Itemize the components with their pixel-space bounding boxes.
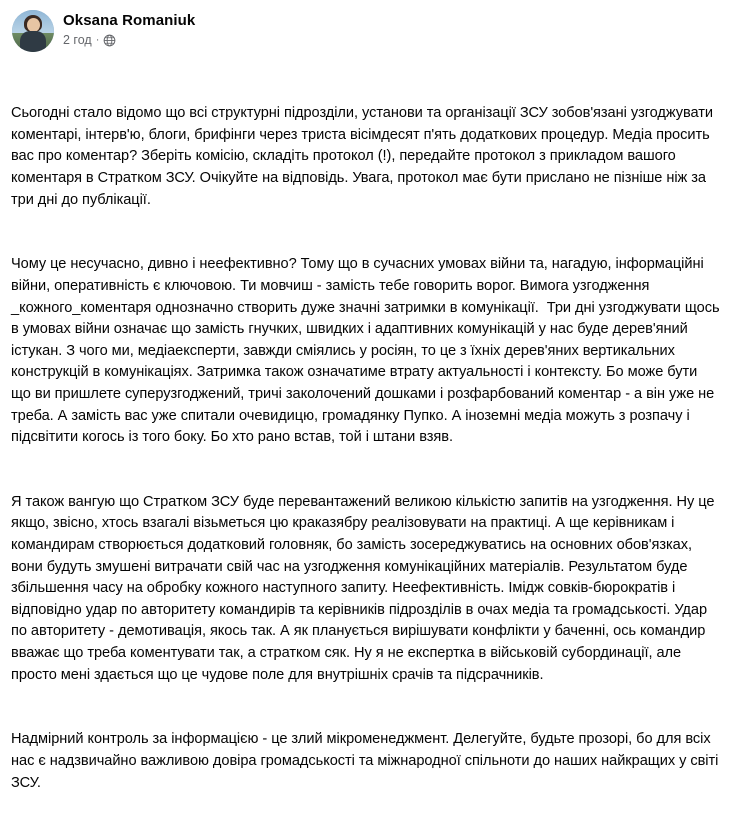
- post-timestamp[interactable]: 2 год: [63, 33, 92, 47]
- post-paragraph: Надмірний контроль за інформацією - це злий мікроменеджмент. Делегуйте, будьте прозорі, бо для всіх нас є надзвичайно важливою довіра громадськості та міжнародної спільноти до наших найкращих у світі ЗСУ.: [11, 731, 723, 791]
- author-block: [63, 10, 195, 48]
- post-paragraph: Сьогодні стало відомо що всі структурні підрозділи, установи та організації ЗСУ зобов'язані узгоджувати коментарі, інтерв'ю, блоги, брифінги через триста вісімдесят п'ять додаткових процедур. Медіа просить вас про коментар? Зберіть комісію, складіть протокол (!), передайте протокол з прикладом вашого коментаря в Стратком ЗСУ. Очікуйте на відповідь. Увага, протокол має бути прислано не пізніше ніж за три дні до публікації.: [11, 105, 718, 208]
- globe-icon[interactable]: [103, 34, 116, 47]
- author-name[interactable]: Oksana Romaniuk: [63, 12, 196, 29]
- avatar-head: [27, 18, 40, 32]
- post-meta: [63, 33, 195, 48]
- post-paragraph: Чому це несучасно, дивно і неефективно? Тому що в сучасних умовах війни та, нагадую, інформаційні війни, оперативність є ключовою. Ти мовчиш - замість тебе говорить ворог. Вимога узгодження _кожного_коментаря однозначно створить дуже значні затримки в комунікації. Три дні узгоджувати щось в умовах війни означає що замість гнучких, швидких і адаптивних комунікацій у нас буде дерев'яний істукан. З чого ми, медіаексперти, завжди сміялись у росіян, то це з їхніх дерев'яних вертикальних конструкцій в комунікаціях. Затримка також означатиме втрату актуальності і контексту. Бо може бути що ви пришлете суперузгоджений, тричі заколочений дошками і розфарбований коментар - а він уже не треба. А замість вас уже спитали очевидицю, громадянку Пупко. А іноземні медіа можуть з розпачу і підсвітити когось із того боку. Бо хто рано встав, той і штани взяв.: [11, 256, 724, 446]
- post-header: [0, 0, 731, 56]
- avatar-body: [20, 31, 46, 52]
- post-text: [0, 56, 731, 837]
- avatar[interactable]: [12, 10, 54, 52]
- post-paragraph: Я також вангую що Стратком ЗСУ буде перевантажений великою кількістю запитів на узгодження. Ну це якщо, звісно, хтось взагалі візьметься цю краказябру реалізовувати на практиці. А ще керівникам і командирам створюється додатковий головняк, бо замість зосереджуватись на основних обов'язках, вони будуть змушені витрачати свій час на узгодження комунікаційних матеріалів. Результатом буде збільшення часу на обробку кожного наступного запиту. Неефективність. Імідж совків-бюрократів і відповідно удар по авторитету командирів та керівників підрозділів в очах медіа та громадськості. Удар по авторитету - демотивація, якось так. А як планується вирішувати конфлікти у баченні, ось командир вважає що треба коментувати так, а стратком сяк. Ну я не експертка в військовій субординації, але просто мені здається що це чудове поле для внутрішніх срачів та підсрачників.: [11, 493, 719, 683]
- meta-separator: ·: [95, 34, 100, 46]
